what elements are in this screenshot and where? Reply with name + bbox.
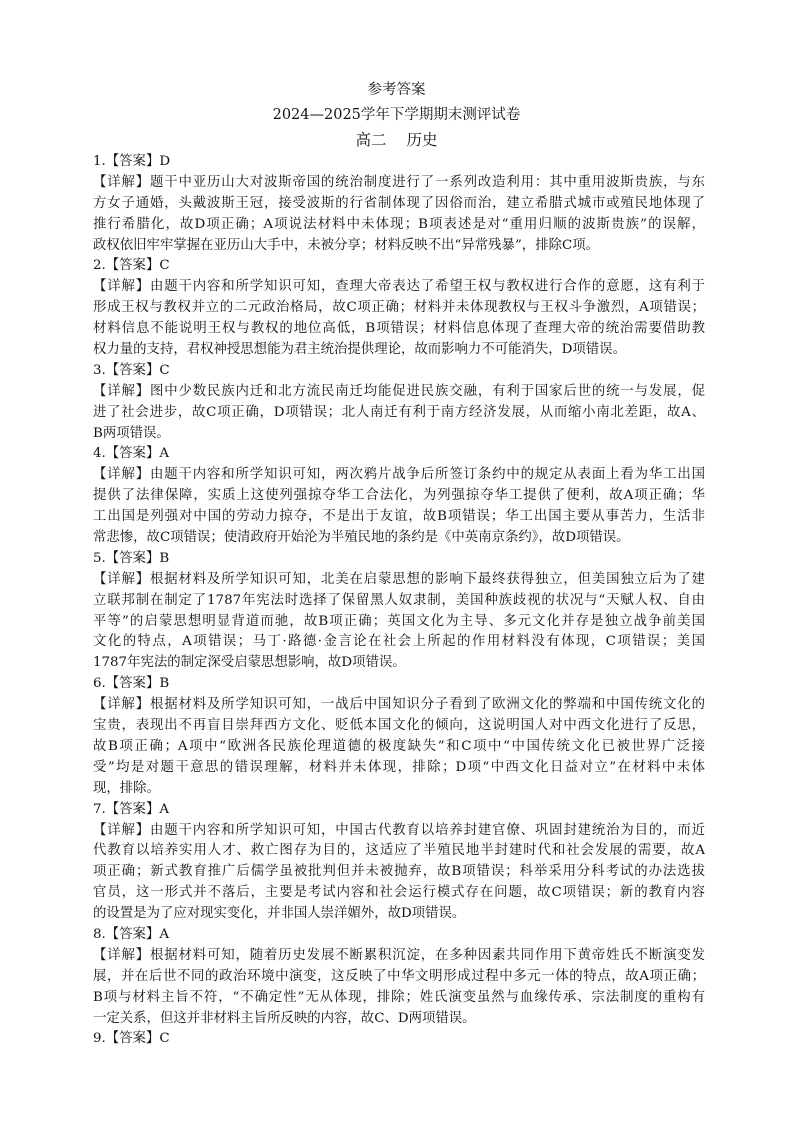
grade-label: 高二 (355, 131, 387, 149)
explanation-line: 权力量的支持，君权神授思想能为君主统治提供理论，故而影响力不可能消失，D项错误。 (93, 342, 626, 358)
answer-line: 2.【答案】C (93, 258, 170, 274)
explanation-line: 现，排除。 (93, 780, 160, 796)
explanation-line: 文化的特点，A项错误；马丁·路德·金言论在社会上所起的作用材料没有体现，C项错误；美国 (93, 634, 705, 650)
exam-title: 2024—2025学年下学期期末测评试卷 (272, 107, 521, 123)
explanation-line: 政权依旧牢牢掌握在亚历山大手中，未被分享；材料反映不出“异常残暴”，排除C项。 (93, 237, 599, 253)
explanation-line: 【详解】由题干内容和所学知识可知，两次鸦片战争后所签订条约中的规定从表面上看为华工出国 (93, 467, 705, 483)
explanation-line: 官员，这一形式并不落后，主要是考试内容和社会运行模式存在问题，故C项错误；新的教育内容 (93, 885, 705, 901)
explanation-line: 工出国是列强对中国的劳动力掠夺，不是出于友谊，故B项错误；华工出国主要从事苦力，生活非 (93, 509, 705, 525)
answer-line: 8.【答案】A (93, 926, 170, 942)
explanation-line: 的设置是为了应对现实变化，并非国人崇洋媚外，故D项错误。 (93, 906, 466, 922)
answer-line: 3.【答案】C (93, 362, 170, 378)
answer-content (93, 152, 705, 1050)
explanation-line: 材料信息不能说明王权与教权的地位高低，B项错误；材料信息体现了查理大帝的统治需要借助教 (93, 321, 705, 337)
explanation-line: 进了社会进步，故C项正确，D项错误；北人南迁有利于南方经济发展，从而缩小南北差距，故A、 (93, 404, 705, 420)
explanation-line: 【详解】题干中亚历山大对波斯帝国的统治制度进行了一系列改造利用：其中重用波斯贵族，与东 (93, 174, 705, 190)
explanation-line: 形成王权与教权并立的二元政治格局，故C项正确；材料并未体现教权与王权斗争激烈，A项错误； (93, 300, 705, 316)
answer-line: 1.【答案】D (93, 154, 171, 169)
explanation-line: 故B项正确；A项中“欧洲各民族伦理道德的极度缺失”和C项中“中国传统文化已被世界广泛接 (93, 738, 705, 754)
explanation-line: 项正确；新式教育推广后儒学虽被批判但并未被抛弃，故B项错误；科举采用分科考试的办法选拔 (93, 864, 705, 880)
explanation-line: 展，并在后世不同的政治环境中演变，这反映了中华文明形成过程中多元一体的特点，故A项正确； (93, 968, 705, 984)
explanation-line: 方女子通婚，头戴波斯王冠，接受波斯的行省制体现了因俗而治，建立希腊式城市或殖民地体现了 (93, 195, 705, 211)
explanation-line: 立联邦制在制定了1787年宪法时选择了保留黑人奴隶制，美国种族歧视的状况与“天赋人权、自由 (93, 592, 705, 608)
explanation-line: 【详解】图中少数民族内迁和北方流民南迁均能促进民族交融，有利于国家后世的统一与发展，促 (93, 383, 705, 399)
answer-line: 6.【答案】B (93, 676, 170, 692)
explanation-line: 常悲惨，故C项错误；使清政府开始沦为半殖民地的条约是《中英南京条约》，故D项错误。 (93, 530, 630, 546)
explanation-line: 1787年宪法的制定深受启蒙思想影响，故D项错误。 (93, 655, 406, 671)
explanation-line: B两项错误。 (93, 425, 170, 441)
explanation-line: 代教育以培养实用人才、救亡图存为目的，这适应了半殖民地半封建时代和社会发展的需要，故A (93, 843, 705, 859)
grade-subject (0, 128, 793, 150)
answer-line: 7.【答案】A (93, 801, 170, 817)
explanation-line: 一定关系，但这并非材料主旨所反映的内容，故C、D两项错误。 (93, 1010, 476, 1026)
answer-line: 4.【答案】A (93, 446, 170, 462)
answer-line: 5.【答案】B (93, 550, 170, 566)
answer-line: 9.【答案】C (93, 1031, 170, 1047)
explanation-line: 受”均是对题干意思的错误理解，材料并未体现，排除；D项“中西文化日益对立”在材料中未体 (93, 759, 705, 775)
document-title: 参考答案 (367, 82, 426, 98)
explanation-line: 【详解】由题干内容和所学知识可知，查理大帝表达了希望王权与教权进行合作的意愿，这有利于 (93, 279, 705, 295)
explanation-line: 【详解】根据材料可知，随着历史发展不断累积沉淀，在多种因素共同作用下黄帝姓氏不断演变发 (93, 947, 705, 963)
explanation-line: 提供了法律保障，实质上这使列强掠夺华工合法化，为列强掠夺华工提供了便利，故A项正确；华 (93, 488, 705, 504)
subject-label: 历史 (406, 131, 438, 149)
explanation-line: 【详解】根据材料及所学知识可知，一战后中国知识分子看到了欧洲文化的弊端和中国传统文化的 (93, 697, 705, 713)
explanation-line: 宝贵，表现出不再盲目崇拜西方文化、贬低本国文化的倾向，这说明国人对中西文化进行了反思， (93, 718, 705, 734)
explanation-line: 平等”的启蒙思想明显背道而驰，故B项正确；英国文化为主导、多元文化并存是独立战争前美国 (93, 613, 705, 629)
explanation-line: B项与材料主旨不符，“不确定性”无从体现，排除；姓氏演变虽然与血缘传承、宗法制度的重构有 (93, 989, 705, 1005)
explanation-line: 【详解】由题干内容和所学知识可知，中国古代教育以培养封建官僚、巩固封建统治为目的，而近 (93, 822, 705, 838)
explanation-line: 推行希腊化，故D项正确；A项说法材料中未体现；B项表述是对“重用归顺的波斯贵族”的误解， (93, 216, 705, 232)
explanation-line: 【详解】根据材料及所学知识可知，北美在启蒙思想的影响下最终获得独立，但美国独立后为了建 (93, 571, 705, 587)
